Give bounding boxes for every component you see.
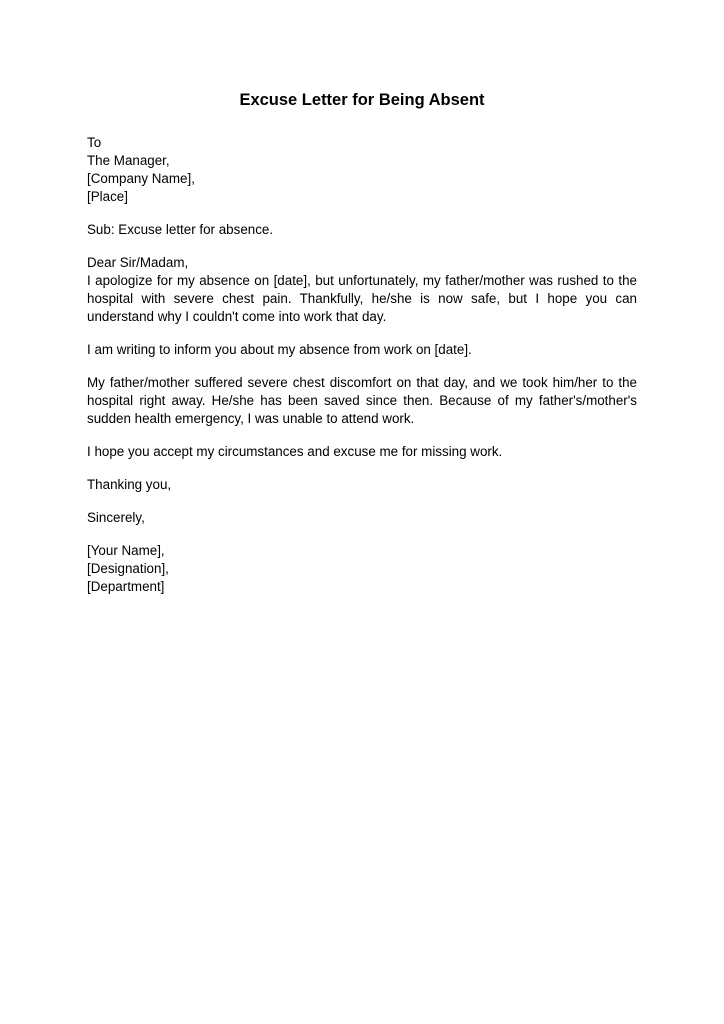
letter-body (87, 134, 637, 596)
paragraph-2: I am writing to inform you about my absence from work on [date]. (87, 342, 472, 357)
closing-line: Sincerely, (87, 510, 145, 525)
signature-block (87, 542, 637, 596)
recipient-company: [Company Name], (87, 171, 195, 186)
thanks-line: Thanking you, (87, 477, 172, 492)
recipient-to: To (87, 135, 102, 150)
subject-line: Sub: Excuse letter for absence. (87, 222, 274, 237)
signature-name: [Your Name], (87, 543, 165, 558)
paragraph-1: I apologize for my absence on [date], but unfortunately, my father/mother was rushed to the hospital with severe chest pain. Thankfully, he/she is now safe, but I hope you can understand why I couldn't come into work that day. (87, 273, 637, 324)
recipient-title: The Manager, (87, 153, 170, 168)
salutation: Dear Sir/Madam, (87, 255, 189, 270)
signature-department: [Department] (87, 579, 165, 594)
paragraph-4: I hope you accept my circumstances and excuse me for missing work. (87, 444, 503, 459)
signature-designation: [Designation], (87, 561, 169, 576)
recipient-block (87, 134, 637, 206)
recipient-place: [Place] (87, 189, 128, 204)
page-title: Excuse Letter for Being Absent (239, 91, 485, 109)
paragraph-3: My father/mother suffered severe chest discomfort on that day, and we took him/her to the hospital right away. He/she has been saved since then. Because of my father's/mother's sudden health emergency, I was unable to attend work. (87, 375, 637, 426)
